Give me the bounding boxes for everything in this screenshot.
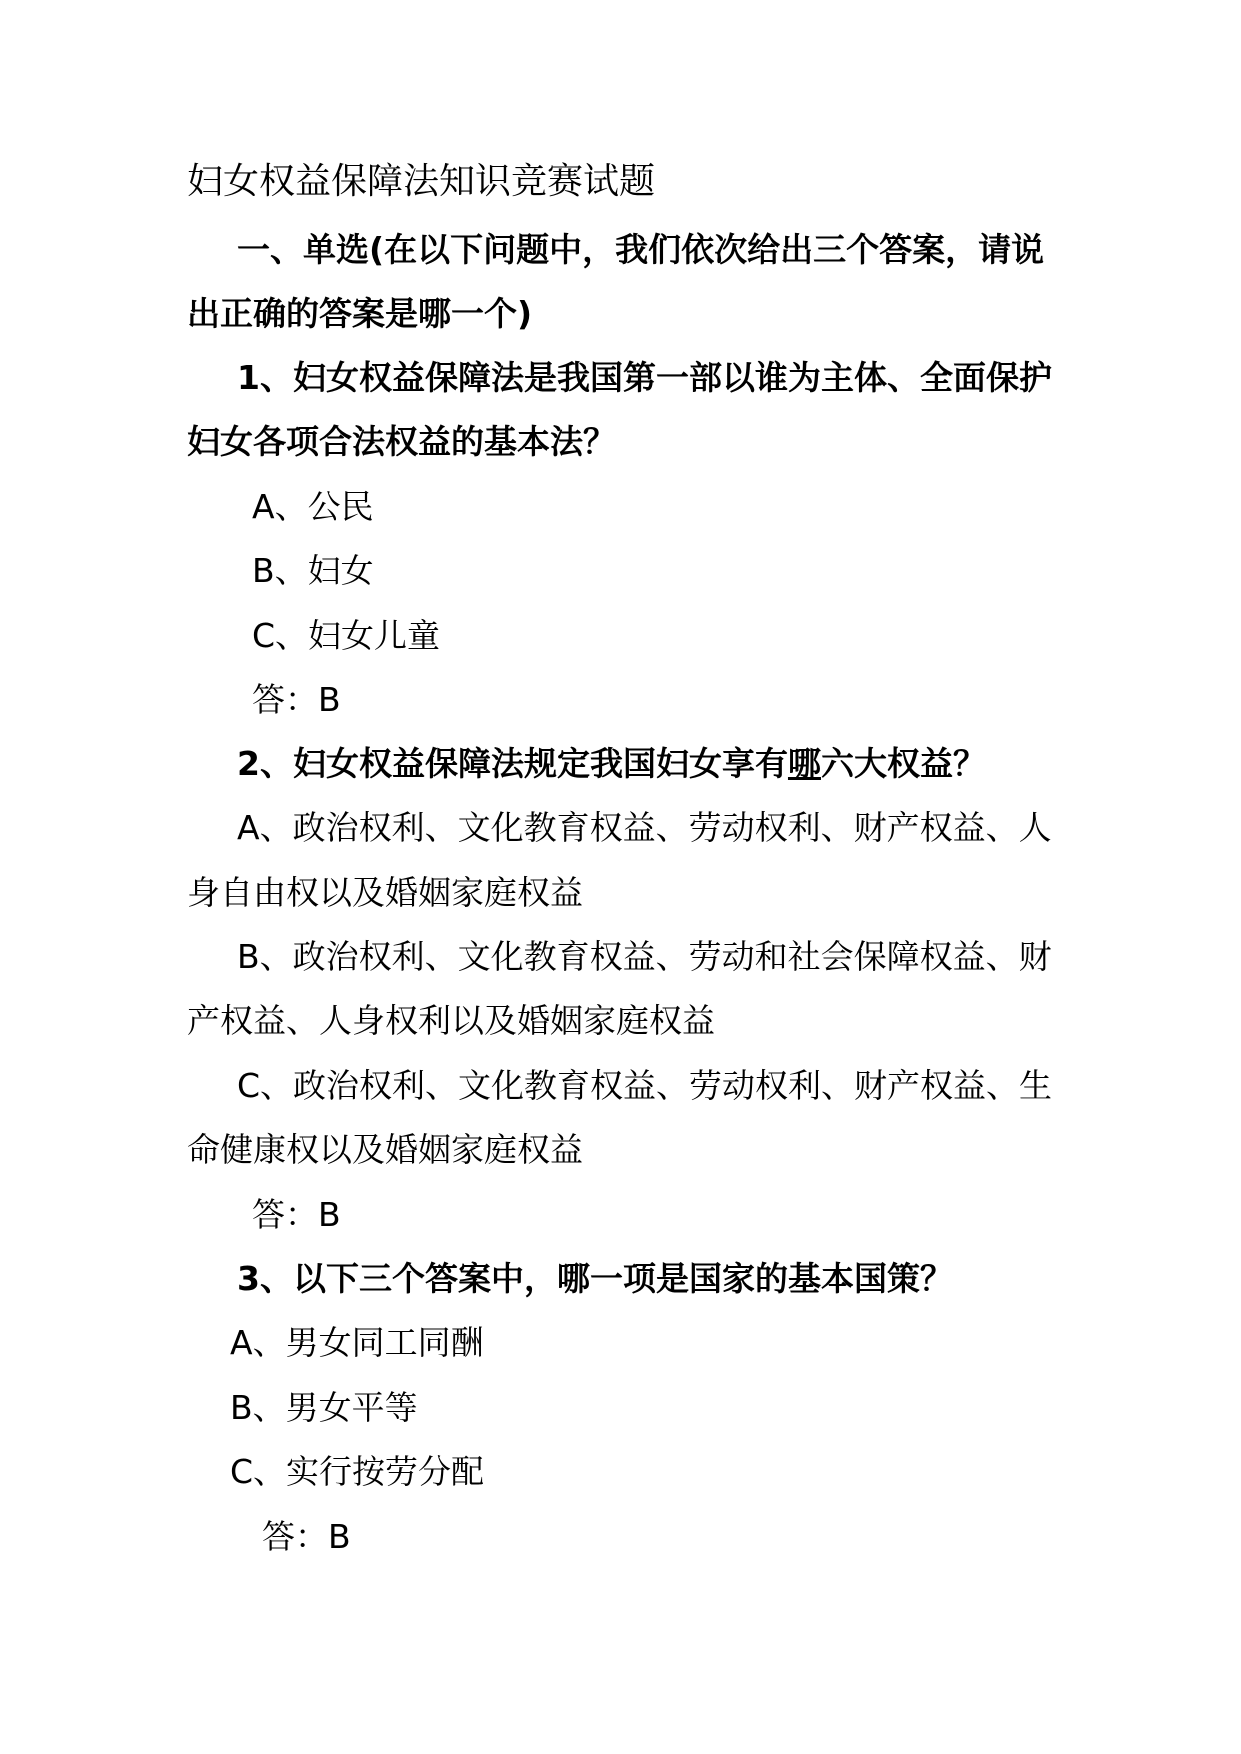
question-2-option-b-line-2: 产权益、人身权利以及婚姻家庭权益 [187, 1001, 715, 1040]
question-3-option-a: A、男女同工同酬 [230, 1323, 484, 1362]
question-3-answer: 答：B [262, 1517, 351, 1556]
question-1-option-a: A、公民 [252, 487, 374, 526]
question-2-text-pre: 2、妇女权益保障法规定我国妇女享有 [237, 744, 788, 783]
question-2-option-b-line-1: B、政治权利、文化教育权益、劳动和社会保障权益、财 [237, 937, 1052, 976]
question-2-option-c-line-1: C、政治权利、文化教育权益、劳动权利、财产权益、生 [237, 1066, 1053, 1105]
question-1-line-2: 妇女各项合法权益的基本法？ [187, 422, 616, 461]
section-heading-line-1: 一、单选(在以下问题中，我们依次给出三个答案，请说 [237, 230, 1045, 269]
question-1-option-b: B、妇女 [252, 551, 374, 590]
question-1-answer: 答：B [252, 680, 341, 719]
document-title: 妇女权益保障法知识竞赛试题 [187, 161, 656, 202]
question-1-option-c: C、妇女儿童 [252, 616, 441, 655]
question-2-line-1 [237, 744, 986, 784]
question-2-underlined-word: 哪 [787, 744, 821, 783]
question-2-option-c-line-2: 命健康权以及婚姻家庭权益 [187, 1130, 583, 1169]
question-3-line-1: 3、以下三个答案中，哪一项是国家的基本国策？ [237, 1259, 953, 1298]
section-heading-line-2: 出正确的答案是哪一个) [187, 294, 533, 333]
question-3-option-b: B、男女平等 [230, 1388, 418, 1427]
question-2-option-a-line-1: A、政治权利、文化教育权益、劳动权利、财产权益、人 [237, 808, 1052, 847]
question-1-line-1: 1、妇女权益保障法是我国第一部以谁为主体、全面保护 [237, 358, 1052, 397]
question-2-answer: 答：B [252, 1195, 341, 1234]
question-2-option-a-line-2: 身自由权以及婚姻家庭权益 [187, 873, 583, 912]
question-2-text-post: 六大权益？ [820, 744, 986, 783]
question-3-option-c: C、实行按劳分配 [230, 1452, 485, 1491]
